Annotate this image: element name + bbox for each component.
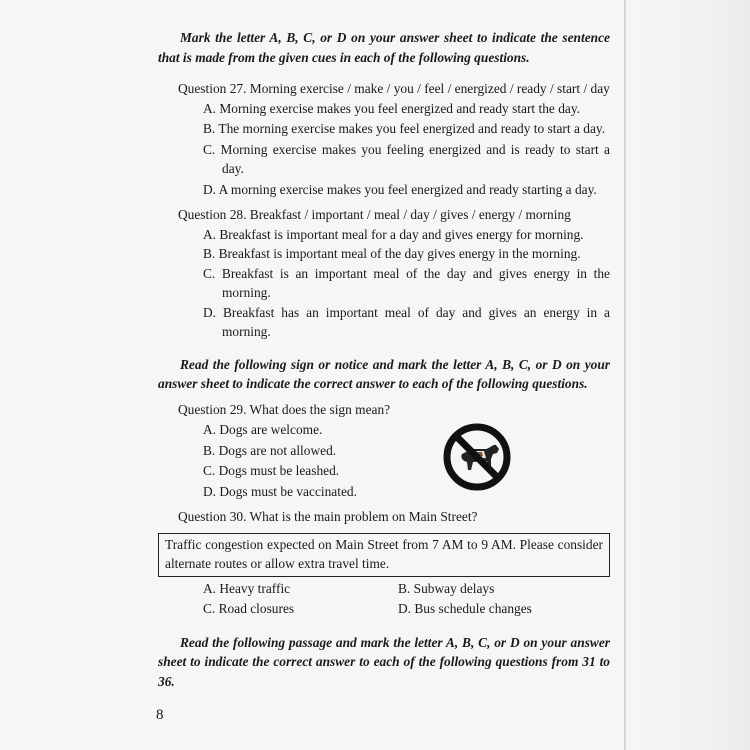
page-gutter — [624, 0, 750, 750]
question-30 — [158, 507, 610, 620]
question-28-option-a: A. Breakfast is important meal for a day and gives energy for morning. — [203, 226, 584, 242]
question-30-stem: Question 30. What is the main problem on Main Street? — [178, 509, 478, 524]
question-28 — [158, 205, 610, 342]
question-27-option-a: A. Morning exercise makes you feel energized and ready start the day. — [203, 100, 581, 116]
section-2-instruction: Read the following sign or notice and mark the letter A, B, C, or D on your answer sheet to indicate the correct answer to each of the following questions. — [158, 356, 610, 391]
question-27-option-c: C. Morning exercise makes you feeling energized and is ready to start a day. — [203, 141, 610, 176]
question-27 — [158, 79, 610, 199]
question-30-option-c: C. Road closures — [203, 601, 295, 616]
question-29-stem: Question 29. What does the sign mean? — [178, 401, 391, 417]
question-30-option-a: A. Heavy traffic — [203, 580, 291, 596]
question-30-option-b: B. Subway delays — [398, 580, 495, 596]
question-29 — [158, 400, 610, 502]
question-29-option-d: D. Dogs must be vaccinated. — [203, 483, 357, 499]
question-28-option-b: B. Breakfast is important meal of the day gives energy in the morning. — [203, 246, 581, 261]
question-28-option-d: D. Breakfast has an important meal of day and gives an energy in a morning. — [203, 304, 610, 339]
question-29-option-c: C. Dogs must be leashed. — [203, 463, 340, 478]
traffic-notice: Traffic congestion expected on Main Street from 7 AM to 9 AM. Please consider alternate routes or allow extra travel time. — [158, 533, 610, 577]
question-28-stem: Question 28. Breakfast / important / meal / day / gives / energy / morning — [178, 207, 571, 222]
question-29-option-b: B. Dogs are not allowed. — [203, 442, 337, 458]
no-dogs-icon — [442, 422, 512, 492]
page-content — [158, 28, 610, 691]
section-1-instruction: Mark the letter A, B, C, or D on your answer sheet to indicate the sentence that is made from the given cues in each of the following questions. — [158, 30, 610, 65]
question-27-option-d: D. A morning exercise makes you feel energized and ready starting a day. — [203, 181, 597, 197]
question-28-option-c: C. Breakfast is an important meal of the day and gives energy in the morning. — [203, 265, 610, 300]
question-29-options — [158, 420, 610, 501]
question-30-options — [203, 579, 610, 620]
question-29-option-a: A. Dogs are welcome. — [203, 422, 323, 437]
page-edge — [624, 0, 626, 750]
section-3-instruction: Read the following passage and mark the letter A, B, C, or D on your answer sheet to indicate the correct answer to each of the following questions from 31 to 36. — [158, 634, 610, 689]
page-number: 8 — [156, 707, 164, 723]
question-30-option-d: D. Bus schedule changes — [398, 601, 532, 616]
question-27-option-b: B. The morning exercise makes you feel energized and ready to start a day. — [203, 121, 606, 136]
question-27-stem: Question 27. Morning exercise / make / you / feel / energized / ready / start / day — [178, 81, 610, 96]
